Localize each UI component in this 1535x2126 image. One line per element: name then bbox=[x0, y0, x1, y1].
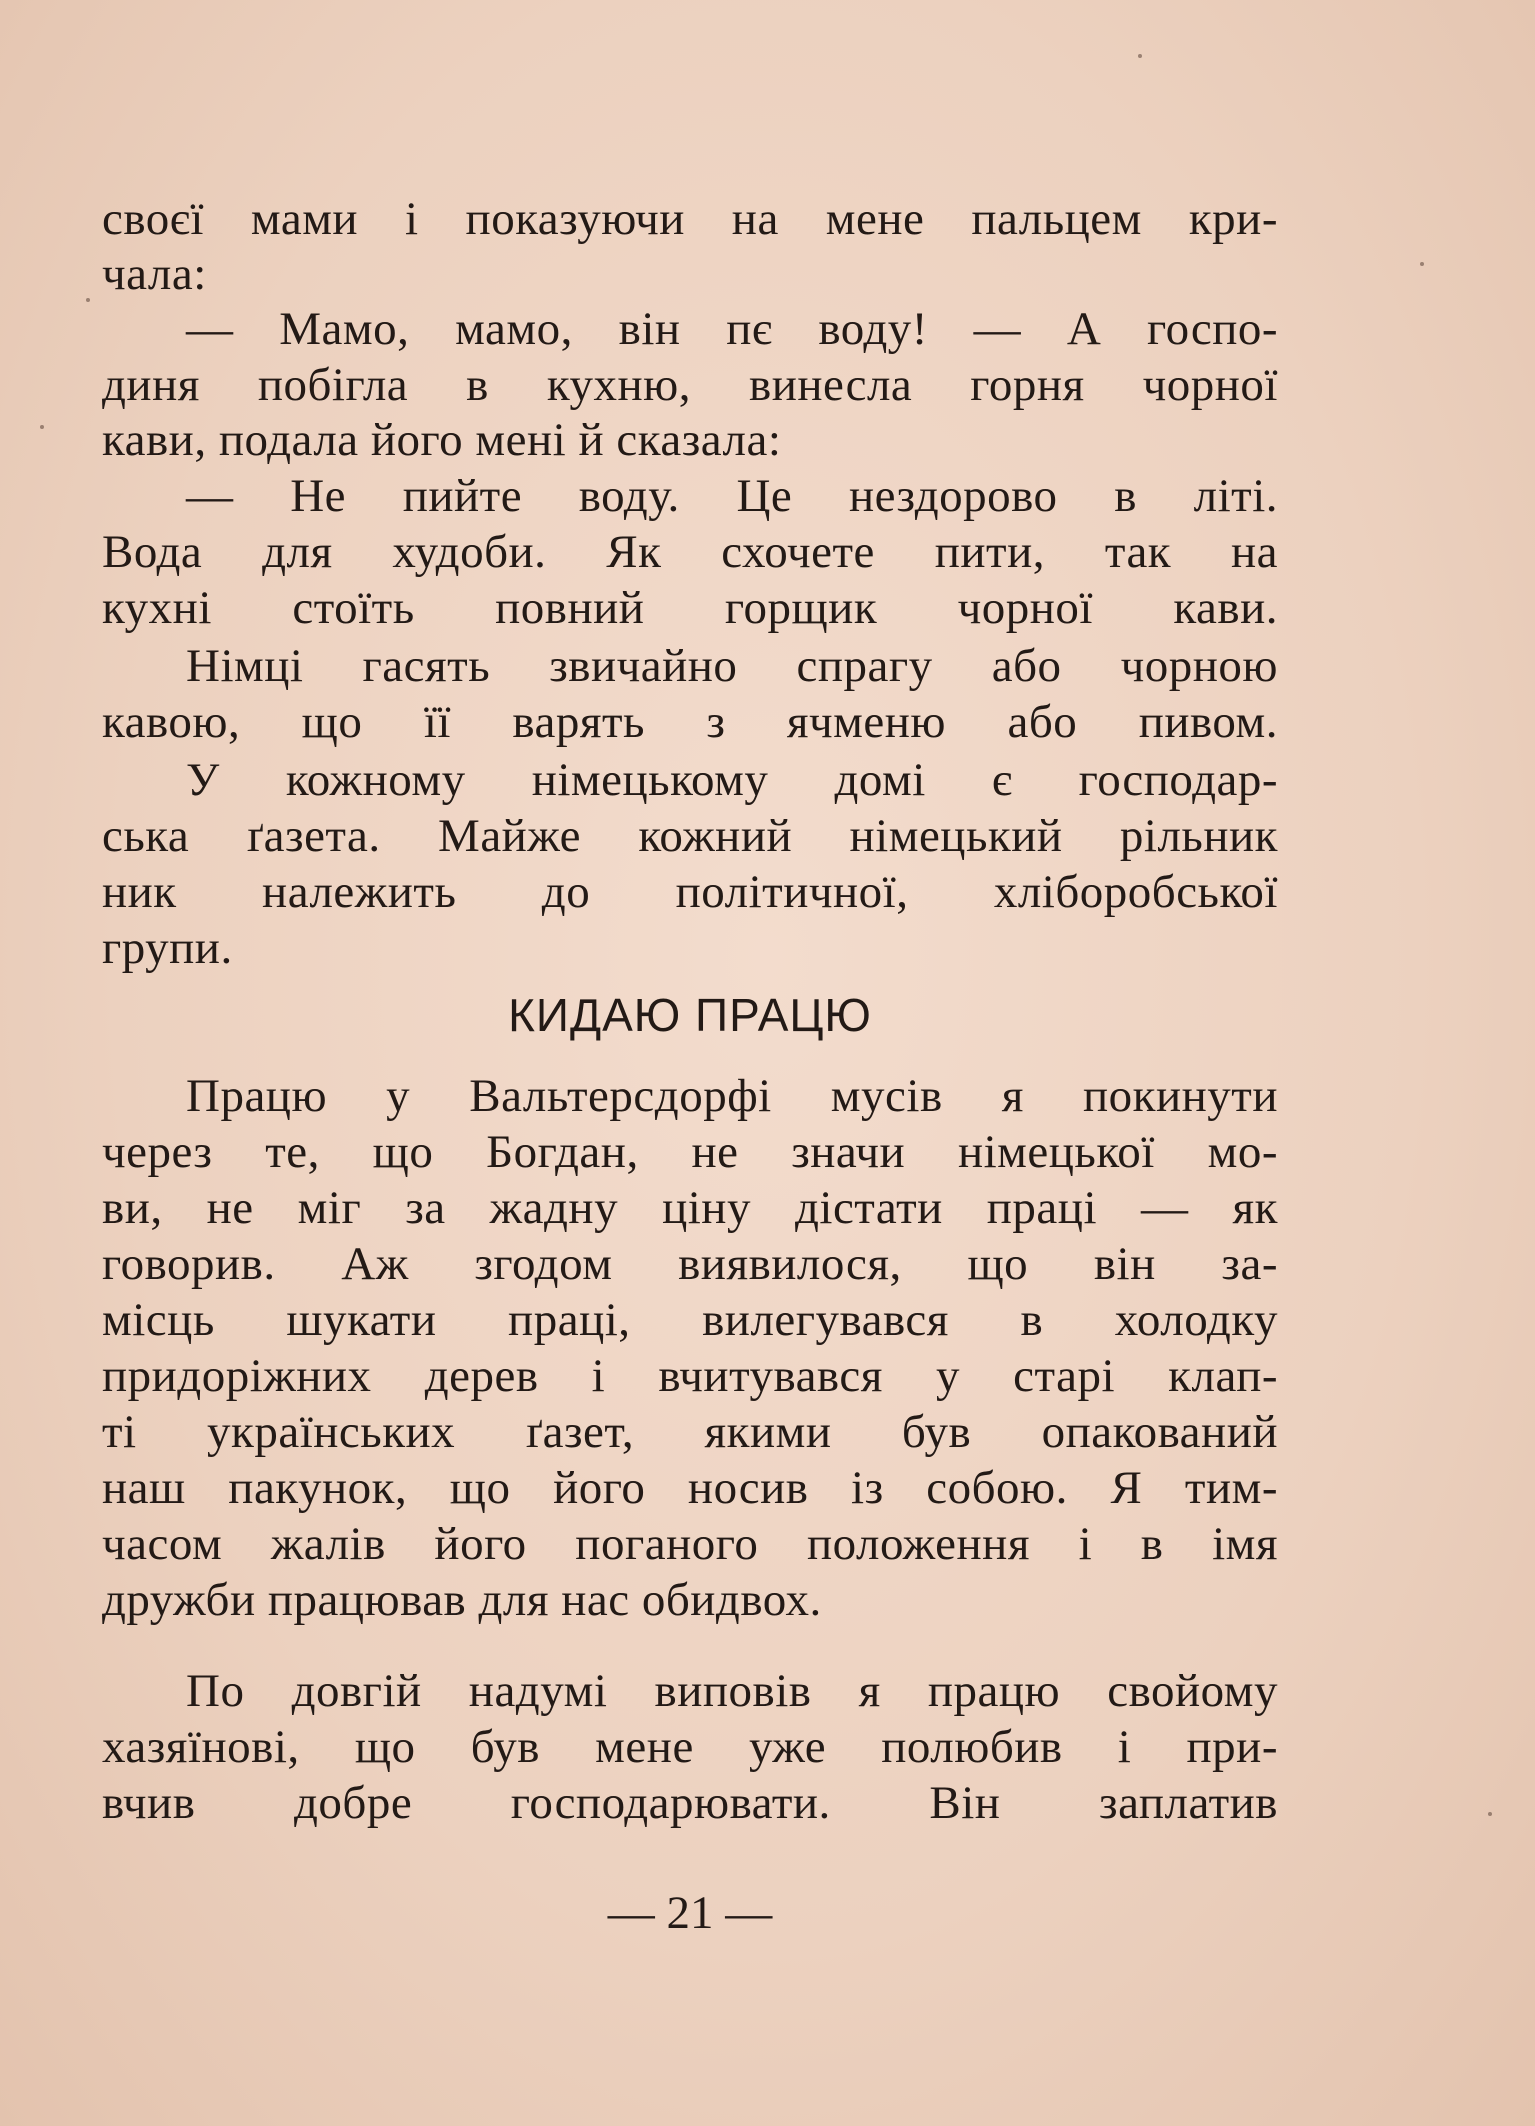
text-line: По довгій надумі виповів я працю свойому bbox=[186, 1665, 1278, 1717]
paper-speck bbox=[86, 298, 90, 302]
text-line: кавою, що її варять з ячменю або пивом. bbox=[102, 696, 1278, 748]
text-line: місць шукати праці, вилегувався в холодку bbox=[102, 1294, 1278, 1346]
paper-speck bbox=[40, 425, 44, 429]
text-line: говорив. Аж згодом виявилося, що він за- bbox=[102, 1238, 1278, 1290]
paper-speck bbox=[1138, 54, 1142, 58]
text-line: Вода для худоби. Як схочете пити, так на bbox=[102, 526, 1278, 578]
page-number: — 21 — bbox=[607, 1887, 773, 1939]
text-line: ник належить до політичної, хліборобської bbox=[102, 866, 1278, 918]
text-line: кави, подала його мені й сказала: bbox=[102, 414, 782, 466]
text-line: придоріжних дерев і вчитувався у старі клап- bbox=[102, 1350, 1278, 1402]
text-line: дружби працював для нас обидвох. bbox=[102, 1574, 822, 1626]
paper-speck bbox=[1420, 262, 1424, 266]
text-line: вчив добре господарювати. Він заплатив bbox=[102, 1777, 1278, 1829]
text-line: — Не пийте воду. Це нездорово в літі. bbox=[186, 470, 1278, 522]
text-line: своєї мами і показуючи на мене пальцем кри- bbox=[102, 193, 1278, 245]
text-line: групи. bbox=[102, 922, 233, 974]
text-line: ви, не міг за жадну ціну дістати праці — як bbox=[102, 1182, 1278, 1234]
text-line: ті українських ґазет, якими був опакований bbox=[102, 1406, 1278, 1458]
paper-speck bbox=[1488, 1812, 1492, 1816]
text-line: ська ґазета. Майже кожний німецький рільник bbox=[102, 810, 1278, 862]
text-line: Працю у Вальтерсдорфі мусів я покинути bbox=[186, 1070, 1278, 1122]
text-line: наш пакунок, що його носив із собою. Я тим- bbox=[102, 1462, 1278, 1514]
text-line: через те, що Богдан, не значи німецької мо- bbox=[102, 1126, 1278, 1178]
text-line: хазяїнові, що був мене уже полюбив і при- bbox=[102, 1721, 1278, 1773]
text-line: Німці гасять звичайно спрагу або чорною bbox=[186, 640, 1278, 692]
text-line: У кожному німецькому домі є господар- bbox=[186, 754, 1278, 806]
text-line: часом жалів його поганого положення і в імя bbox=[102, 1518, 1278, 1570]
section-heading: КИДАЮ ПРАЦЮ bbox=[508, 989, 872, 1041]
text-line: чала: bbox=[102, 248, 207, 300]
text-line: кухні стоїть повний горщик чорної кави. bbox=[102, 582, 1278, 634]
text-line: — Мамо, мамо, він пє воду! — А госпо- bbox=[186, 303, 1278, 355]
text-line: диня побігла в кухню, винесла горня чорної bbox=[102, 359, 1278, 411]
